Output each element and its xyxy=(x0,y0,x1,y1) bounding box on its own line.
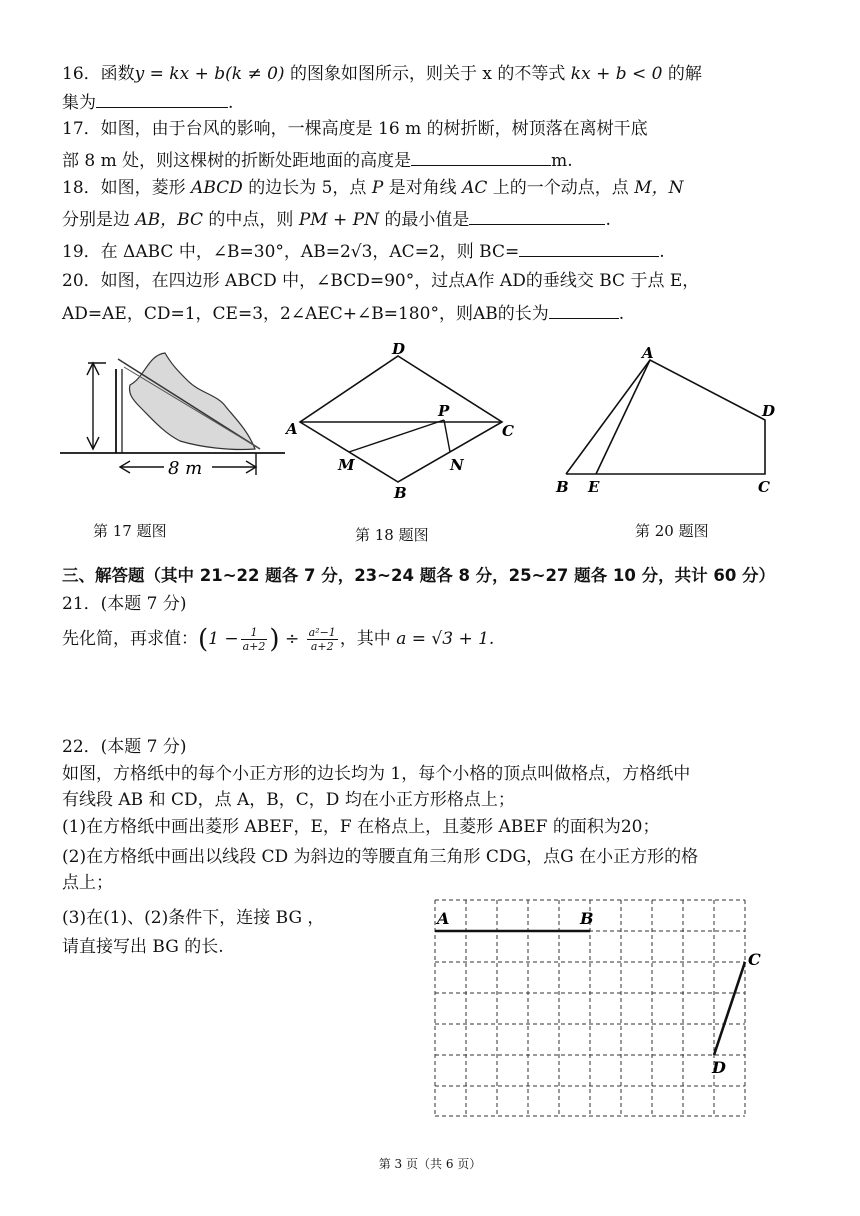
q22-item-1: (1)在方格纸中画出菱形 ABEF，E，F 在格点上，且菱形 ABEF 的面积为20； xyxy=(62,817,660,837)
figure-17-caption: 第 17 题图 xyxy=(93,522,167,540)
q18-line2 xyxy=(62,206,611,232)
q16-text: 的图象如图所示，则关于 x 的不等式 xyxy=(289,64,566,84)
q18-text: 的中点，则 xyxy=(208,210,294,230)
fraction-numerator: 1 xyxy=(241,626,268,640)
quadrilateral-abcd xyxy=(566,360,765,474)
q20-text: AD=AE，CD=1，CE=3，2∠AEC+∠B=180°，则AB的长为 xyxy=(62,304,549,324)
label-a: A xyxy=(642,344,654,362)
segment-cd xyxy=(714,962,745,1055)
fraction-numerator: a²−1 xyxy=(308,626,336,639)
q19-period: . xyxy=(659,242,665,262)
rhombus-abcd xyxy=(300,356,502,482)
label-p: P xyxy=(438,402,450,420)
q16-text: 集为 xyxy=(62,93,96,113)
label-e: E xyxy=(588,478,600,496)
q21-text: 先化简，再求值： xyxy=(62,629,198,649)
q17-line1 xyxy=(62,117,648,141)
figure-20 xyxy=(550,338,790,498)
q21-fraction-1 xyxy=(241,626,268,653)
paren-open: ( xyxy=(198,624,209,655)
q20-answer-blank[interactable] xyxy=(549,300,619,319)
q18-line1 xyxy=(62,176,684,200)
q22-text-1: 如图，方格纸中的每个小正方形的边长均为 1，每个小格的顶点叫做格点，方格纸中 xyxy=(62,764,691,784)
q21-condition: a = √3 + 1. xyxy=(396,629,495,649)
q17-text: 如图，由于台风的影响，一棵高度是 16 m 的树折断，树顶落在离树干底 xyxy=(100,119,648,139)
q17-line2 xyxy=(62,147,573,173)
q18-answer-blank[interactable] xyxy=(469,206,605,225)
q16-function: y = kx + b(k ≠ 0) xyxy=(134,64,285,84)
label-d: D xyxy=(762,402,776,420)
q16-line2 xyxy=(62,89,233,115)
q16-number: 16． xyxy=(62,64,101,84)
q18-rhombus: ABCD xyxy=(191,178,243,198)
q21-text: ，其中 xyxy=(339,629,391,649)
grid-lines xyxy=(435,900,745,1116)
label-b: B xyxy=(394,484,407,502)
q16-inequality: kx + b < 0 xyxy=(570,64,663,84)
q16-text: 的解 xyxy=(667,64,702,84)
segment-pn xyxy=(444,420,450,452)
q19-number: 19． xyxy=(62,242,101,262)
q22-item-3b: 请直接写出 BG 的长. xyxy=(62,937,224,957)
q18-point: P xyxy=(371,178,384,198)
q19-text: 在 ΔABC 中，∠B=30°，AB=2√3，AC=2，则 BC= xyxy=(100,242,520,262)
label-n: N xyxy=(450,456,464,474)
q18-text: 的边长为 5，点 xyxy=(248,178,367,198)
q18-text: 分别是边 xyxy=(62,210,130,230)
label-a: A xyxy=(437,909,450,928)
q20-line1 xyxy=(62,269,699,293)
figure-18-caption: 第 18 题图 xyxy=(355,526,429,544)
q22-item-2a: (2)在方格纸中画出以线段 CD 为斜边的等腰直角三角形 CDG，点G 在小正方形的格 xyxy=(62,847,699,867)
q18-number: 18． xyxy=(62,178,101,198)
fraction-denominator: a+2 xyxy=(242,640,266,653)
label-a: A xyxy=(286,420,298,438)
q20-number: 20． xyxy=(62,271,101,291)
q16-text: 函数 xyxy=(100,64,135,84)
q21-one-minus: 1 − xyxy=(208,629,239,649)
q20-line2 xyxy=(62,300,624,326)
label-b: B xyxy=(580,909,594,928)
q18-expression: PM + PN xyxy=(298,210,380,230)
q18-diagonal: AC xyxy=(462,178,488,198)
fraction-denominator: a+2 xyxy=(310,640,334,653)
q16-period: . xyxy=(228,93,234,113)
q18-sides: AB，BC xyxy=(135,210,203,230)
q19-line xyxy=(62,238,665,264)
q17-text: 部 8 m 处，则这棵树的折断处距地面的高度是 xyxy=(62,151,412,171)
q19-answer-blank[interactable] xyxy=(519,238,659,257)
figure-18 xyxy=(280,338,520,508)
q16-answer-blank[interactable] xyxy=(96,89,228,108)
q22-grid[interactable] xyxy=(425,890,765,1125)
segment-pm xyxy=(349,420,444,452)
label-c: C xyxy=(758,478,770,496)
q21-fraction-2 xyxy=(307,626,338,653)
label-b: B xyxy=(556,478,569,496)
q18-text: 如图，菱形 xyxy=(100,178,186,198)
figure-20-caption: 第 20 题图 xyxy=(635,522,709,540)
q21-body xyxy=(62,622,494,657)
distance-label: 8 m xyxy=(168,458,203,479)
q22-item-2b: 点上； xyxy=(62,873,113,893)
figure-17 xyxy=(60,345,290,480)
q18-text: 是对角线 xyxy=(388,178,457,198)
label-c: C xyxy=(748,950,761,969)
q22-heading: 22．(本题 7 分) xyxy=(62,737,187,757)
label-c: C xyxy=(502,422,514,440)
q17-answer-blank[interactable] xyxy=(411,147,551,166)
paren-close: ) xyxy=(269,624,280,655)
q18-text: 上的一个动点，点 xyxy=(492,178,629,198)
segment-ae xyxy=(596,360,650,474)
q22-item-3a: (3)在(1)、(2)条件下，连接 BG ， xyxy=(62,908,325,928)
q18-period: . xyxy=(605,210,611,230)
label-m: M xyxy=(338,456,355,474)
q18-points: M，N xyxy=(634,178,684,198)
q17-number: 17． xyxy=(62,119,101,139)
label-d: D xyxy=(712,1058,726,1077)
q18-text: 的最小值是 xyxy=(384,210,470,230)
label-d: D xyxy=(392,340,406,358)
q17-unit: m. xyxy=(551,151,573,171)
page-footer: 第 3 页（共 6 页） xyxy=(378,1157,482,1171)
section-3-title: 三、解答题（其中 21~22 题各 7 分，23~24 题各 8 分，25~27 题各 10 分，共计 60 分） xyxy=(62,566,776,585)
q20-text: 如图，在四边形 ABCD 中，∠BCD=90°，过点A作 AD的垂线交 BC 于点 E， xyxy=(100,271,700,291)
q16-line1 xyxy=(62,62,702,86)
q22-text-2: 有线段 AB 和 CD，点 A，B，C，D 均在小正方形格点上； xyxy=(62,790,515,810)
q21-divide: ÷ xyxy=(284,629,300,649)
q21-heading: 21．(本题 7 分) xyxy=(62,594,187,614)
q20-period: . xyxy=(618,304,625,324)
